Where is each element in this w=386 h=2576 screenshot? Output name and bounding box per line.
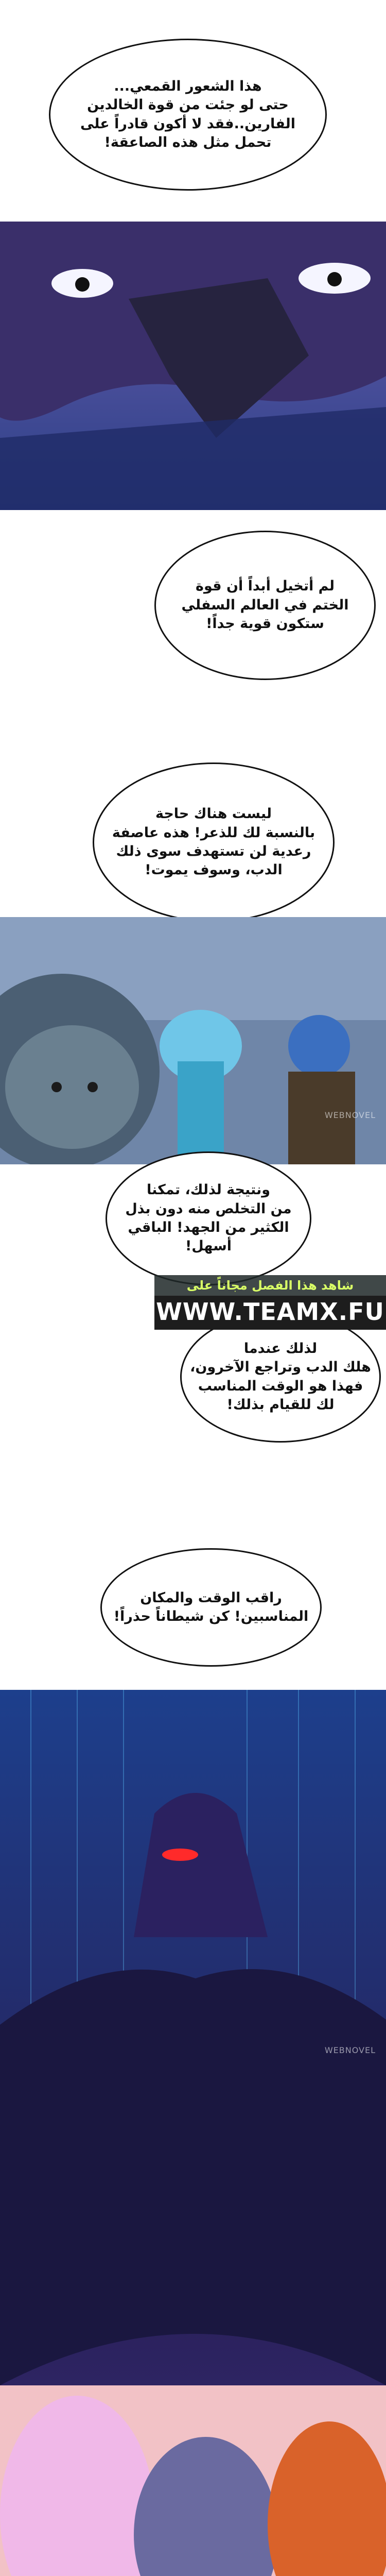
promo-banner — [154, 1275, 386, 1330]
speech-text-4: ونتيجة لذلك، تمكنا من التخلص منه دون بذل الكثير من الجهد! الباقي أسهل! — [125, 1182, 292, 1255]
speech-text-2: لم أتخيل أبداً أن قوة الختم في العالم السفلي ستكون قوية جداً! — [181, 578, 349, 632]
speech-bubble-6 — [100, 1548, 322, 1667]
watermark-text-2: WEBNOVEL — [324, 2045, 376, 2055]
promo-line: شاهد هذا الفصل مجاناً على — [154, 1275, 386, 1296]
speech-text-6: راقب الوقت والمكان المناسبين! كن شيطاناً حذراً! — [113, 1589, 309, 1624]
speech-text-3: ليست هناك حاجة بالنسبة لك للذعر! هذه عاصفة رعدية لن تستهدف سوى ذلك الدب، وسوف يموت! — [112, 806, 315, 878]
speech-text-5: لذلك عندما هلك الدب وتراجع الآخرون، فهذا هو الوقت المناسب لك للقيام بذلك! — [190, 1340, 371, 1413]
dark-crow-art — [0, 1690, 386, 2576]
watermark-text: WEBNOVEL — [324, 1110, 376, 1120]
panel-crow-closeup — [0, 222, 386, 510]
speech-bubble-1 — [49, 39, 327, 191]
speech-text-1: هذا الشعور القمعي... حتى لو جئت من قوة الخالدين الفارين..فقد لا أكون قادراً على تحمل مثل هذه الصاعقة! — [80, 78, 296, 150]
speech-bubble-2 — [154, 531, 376, 680]
speech-bubble-4 — [106, 1151, 311, 1285]
panel-dark-crow — [0, 1690, 386, 2576]
speech-bubble-3 — [93, 762, 335, 922]
speech-bubble-5 — [180, 1311, 381, 1443]
animal-group-art — [0, 917, 386, 1164]
crow-closeup-art — [0, 222, 386, 510]
promo-url-link[interactable]: WWW.TEAMX.FU — [154, 1296, 386, 1330]
panel-animal-group — [0, 917, 386, 1164]
